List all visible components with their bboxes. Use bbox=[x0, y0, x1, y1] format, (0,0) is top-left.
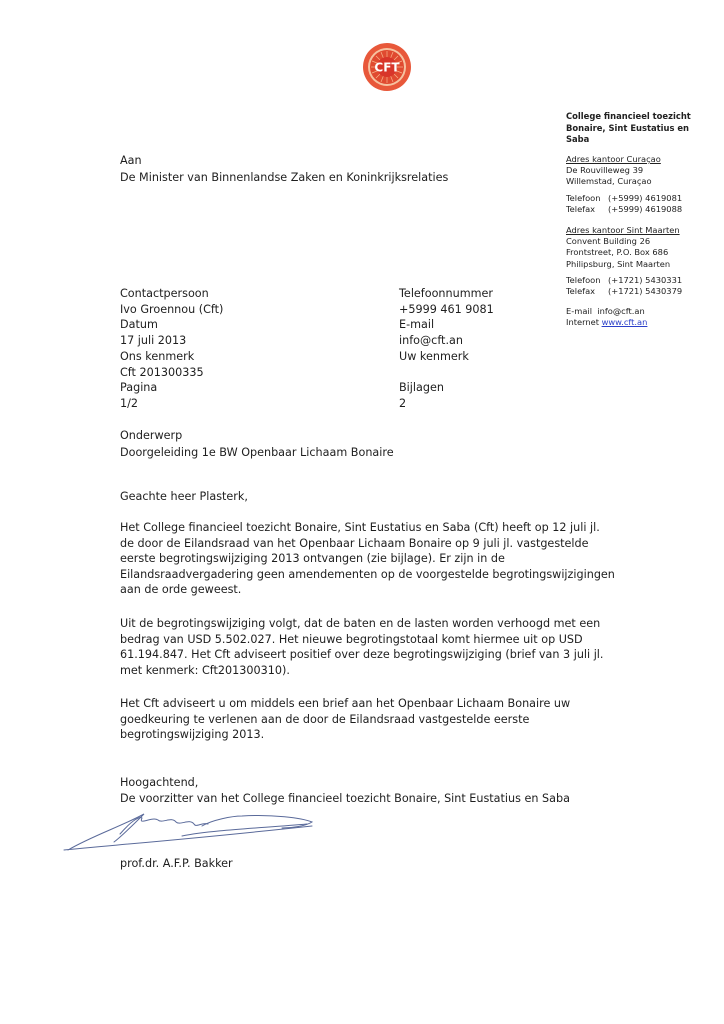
date: 17 juli 2013 bbox=[120, 334, 187, 348]
svg-text:CFT: CFT bbox=[374, 60, 400, 75]
subject-label: Onderwerp bbox=[120, 429, 183, 442]
attachments-count: 2 bbox=[399, 396, 407, 410]
email: info@cft.an bbox=[399, 334, 463, 348]
closing-block bbox=[120, 775, 570, 806]
curacao-fax: (+5999) 4619088 bbox=[608, 203, 683, 214]
subject-value: Doorgeleiding 1e BW Openbaar Lichaam Bonaire bbox=[120, 445, 394, 459]
recipient-label: Aan bbox=[120, 154, 142, 167]
contact-person: Ivo Groennou (Cft) bbox=[120, 302, 224, 316]
contact-info: E-mail info@cft.an Internet www.cft.an bbox=[566, 306, 648, 328]
sint-maarten-office: Adres kantoor Sint Maarten Convent Building 26 Frontstreet, P.O. Box 686 Philipsburg, Sint Maarten Telefoon (+1721) 5430331 Telefax (+1721) 5430379 bbox=[566, 225, 683, 297]
body-paragraph-3: Het Cft adviseert u om middels een brief aan het Openbaar Lichaam Bonaire uw goedkeuring te verlenen aan de door de Eilandsraad vastgestelde eerste begrotingswijziging 2013. bbox=[120, 697, 571, 742]
meta-left: Contactpersoon Ivo Groennou (Cft) Datum 17 juli 2013 Ons kenmerk Cft 201300335 Pagina 1/2 bbox=[120, 287, 224, 410]
curacao-office: Adres kantoor Curaçao De Rouvilleweg 39 Willemstad, Curaçao Telefoon (+5999) 4619081 Telefax (+5999) 4619088 bbox=[566, 154, 683, 214]
signatory-name: prof.dr. A.F.P. Bakker bbox=[120, 857, 233, 870]
signature bbox=[62, 806, 322, 856]
page-number: 1/2 bbox=[120, 396, 139, 410]
sint-maarten-heading: Adres kantoor Sint Maarten bbox=[566, 225, 680, 235]
sint-maarten-fax: (+1721) 5430379 bbox=[608, 286, 683, 297]
curacao-phone: (+5999) 4619081 bbox=[608, 192, 683, 203]
recipient-block bbox=[120, 153, 448, 185]
closing-greeting: Hoogachtend, bbox=[120, 776, 199, 789]
body-paragraph-1: Het College financieel toezicht Bonaire, Sint Eustatius en Saba (Cft) heeft op 12 juli jl. de door de Eilandsraad van het Openbaar Lichaam Bonaire op 9 juli jl. vastgestelde eerste begrotingswijziging 2013 ontvangen (zie bijlage). Er zijn in de Eilandsraadvergadering geen amendementen op de voorgestelde begrotingswijzigingen aan de orde geweest. bbox=[120, 521, 615, 597]
our-reference: Cft 201300335 bbox=[120, 365, 204, 379]
sender-org-name: College financieel toezicht Bonaire, Sint Eustatius en Saba bbox=[566, 111, 691, 144]
salutation: Geachte heer Plasterk, bbox=[120, 490, 248, 503]
meta-right: Telefoonnummer +5999 461 9081 E-mail info@cft.an Uw kenmerk Bijlagen 2 bbox=[399, 287, 494, 410]
signature-icon bbox=[62, 806, 322, 856]
closing-title: De voorzitter van het College financieel toezicht Bonaire, Sint Eustatius en Saba bbox=[120, 791, 570, 805]
cft-logo-icon bbox=[362, 42, 412, 92]
recipient-name: De Minister van Binnenlandse Zaken en Koninkrijksrelaties bbox=[120, 170, 449, 184]
email-value: info@cft.an bbox=[597, 306, 645, 316]
your-reference bbox=[399, 365, 494, 381]
subject-block bbox=[120, 428, 394, 460]
sint-maarten-phone: (+1721) 5430331 bbox=[608, 274, 683, 285]
curacao-heading: Adres kantoor Curaçao bbox=[566, 154, 661, 164]
body-paragraph-2: Uit de begrotingswijziging volgt, dat de baten en de lasten worden verhoogd met een bedrag van USD 5.502.027. Het nieuwe begrotingstotaal komt hiermee uit op USD 61.194.847. Het Cft adviseert positief over deze begrotingswijziging (brief van 3 juli jl. met kenmerk: Cft201300310). bbox=[120, 617, 604, 677]
phone-number: +5999 461 9081 bbox=[399, 302, 494, 316]
website-link[interactable]: www.cft.an bbox=[601, 317, 648, 328]
cft-logo bbox=[362, 42, 412, 92]
